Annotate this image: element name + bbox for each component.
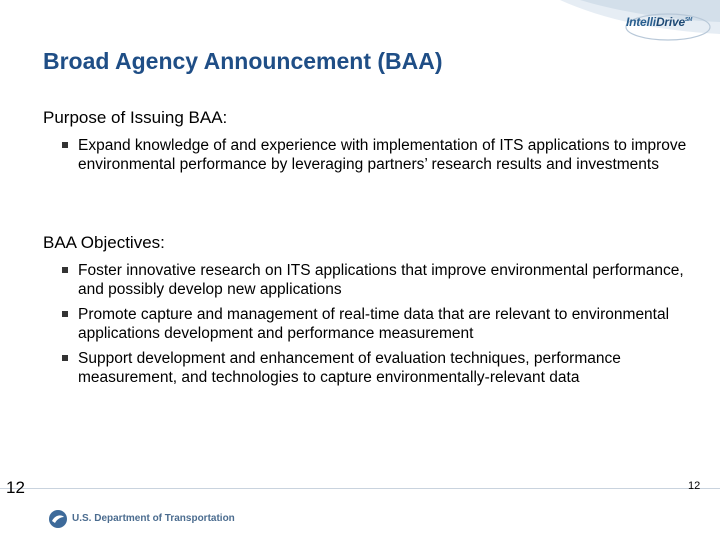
objectives-bullet-list [62,261,702,393]
bullet-item [62,305,702,343]
logo-text-drive: Drive [655,15,685,29]
footer-divider [0,488,720,489]
bullet-text: Expand knowledge of and experience with implementation of ITS applications to improve environmental performance by leveraging partners’ research results and investments [78,137,687,173]
dot-emblem-icon [48,509,68,529]
logo-service-mark: SM [684,17,693,23]
slide-title: Broad Agency Announcement (BAA) [43,48,443,74]
bullet-text: Support development and enhancement of evaluation techniques, performance measurement, and technologies to capture environmentally-relevant data [78,350,621,386]
section-heading-objectives: BAA Objectives: [43,233,165,252]
intellidrive-logo [626,15,692,29]
bullet-square-icon [62,267,68,273]
page-number-right: 12 [688,480,701,492]
bullet-item [62,349,702,387]
bullet-item [62,136,702,174]
bullet-text: Promote capture and management of real-time data that are relevant to environmental applications development and performance measurement [78,306,670,342]
department-label: U.S. Department of Transportation [72,513,235,524]
bullet-square-icon [62,311,68,317]
bullet-square-icon [62,142,68,148]
bullet-text: Foster innovative research on ITS applications that improve environmental performance, and possibly develop new applications [78,262,684,298]
purpose-bullet-list [62,136,702,180]
page-number-left: 12 [6,478,25,497]
section-heading-purpose: Purpose of Issuing BAA: [43,108,228,127]
logo-text-intelli: Intelli [626,15,656,29]
bullet-square-icon [62,355,68,361]
bullet-item [62,261,702,299]
